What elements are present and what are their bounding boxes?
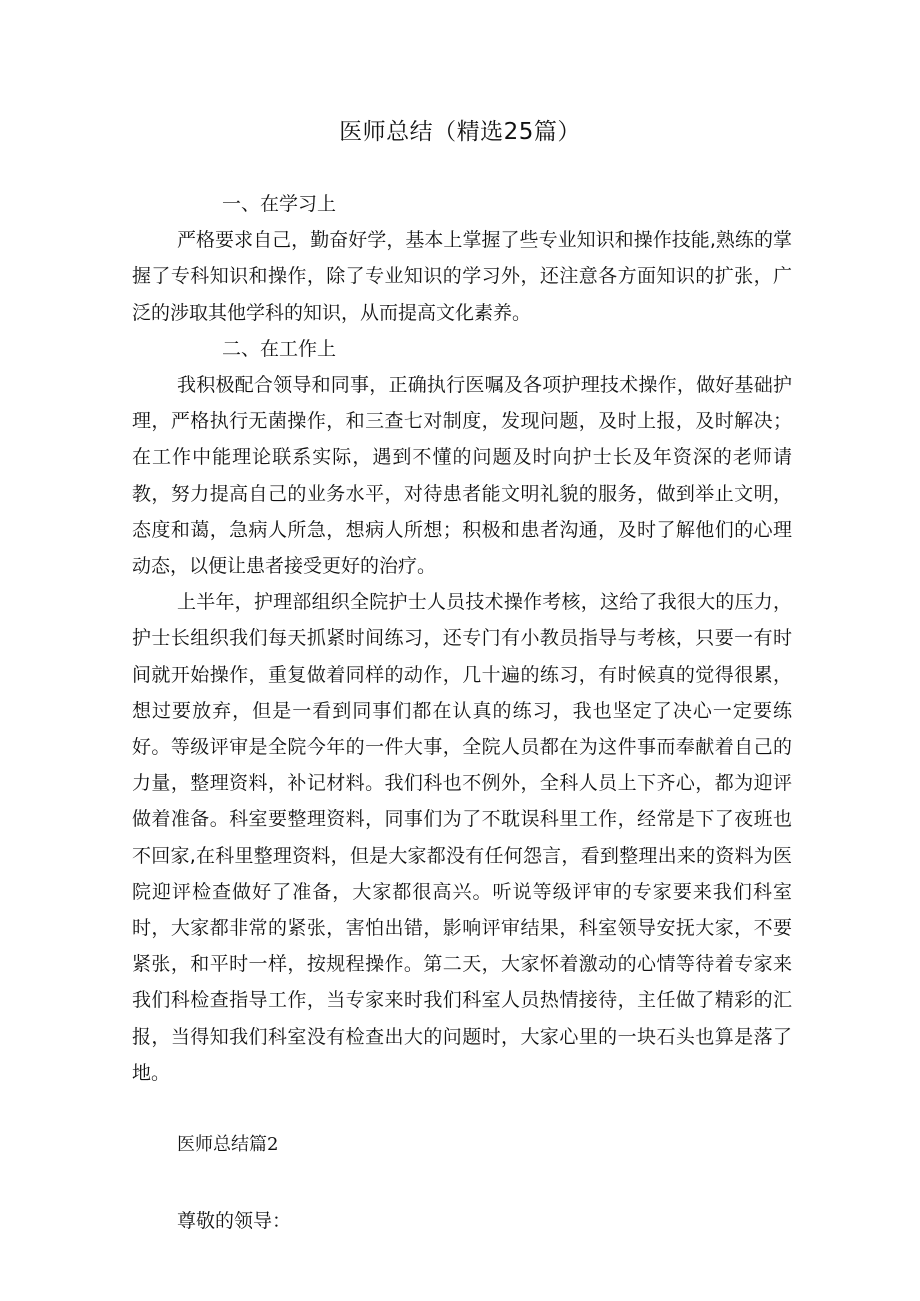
document-title: 医师总结（精选25篇） <box>339 119 581 145</box>
salutation: 尊敬的领导： <box>177 1210 292 1233</box>
part-title-2: 医师总结篇2 <box>177 1134 279 1156</box>
paragraph-work-1: 我积极配合领导和同事，正确执行医嘱及各项护理技术操作，做好基础护理，严格执行无菌操作，和三查七对制度，发现问题，及时上报，及时解决；在工作中能理论联系实际，遇到不懂的问题及时向护士长及年资深的老师请教，努力提高自己的业务水平，对待患者能文明礼貌的服务，做到举止文明，态度和蔼，急病人所急，想病人所想；积极和患者沟通，及时了解他们的心理动态，以便让患者接受更好的治疗。 <box>132 374 792 578</box>
spacer <box>132 1091 792 1127</box>
paragraph-work-2: 上半年，护理部组织全院护士人员技术操作考核，这给了我很大的压力，护士长组织我们每天抓紧时间练习，还专门有小教员指导与考核，只要一有时间就开始操作，重复做着同样的动作，几十遍的练习，有时候真的觉得很累，想过要放弃，但是一看到同事们都在认真的练习，我也坚定了决心一定要练好。等级评审是全院今年的一件大事，全院人员都在为这件事而奉献着自己的力量，整理资料，补记材料。我们科也不例外，全科人员上下齐心，都为迎评做着准备。科室要整理资料，同事们为了不耽误科里工作，经常是下了夜班也不回家,在科里整理资料，但是大家都没有任何怨言，看到整理出来的资料为医院迎评检查做好了准备，大家都很高兴。听说等级评审的专家要来我们科室时，大家都非常的紧张，害怕出错，影响评审结果，科室领导安抚大家，不要紧张，和平时一样，按规程操作。第二天，大家怀着激动的心情等待着专家来我们科检查指导工作，当专家来时我们科室人员热情接待，主任做了精彩的汇报，当得知我们科室没有检查出大的问题时，大家心里的一块石头也算是落了地。 <box>132 591 792 1084</box>
section-heading-study: 一、在学习上 <box>222 193 337 215</box>
document-body <box>132 186 792 1239</box>
paragraph-study: 严格要求自己，勤奋好学，基本上掌握了些专业知识和操作技能,熟练的掌握了专科知识和操作，除了专业知识的学习外，还注意各方面知识的扩张，广泛的涉取其他学科的知识，从而提高文化素养。 <box>132 229 792 324</box>
spacer <box>132 1163 792 1203</box>
section-heading-work: 二、在工作上 <box>222 337 337 360</box>
